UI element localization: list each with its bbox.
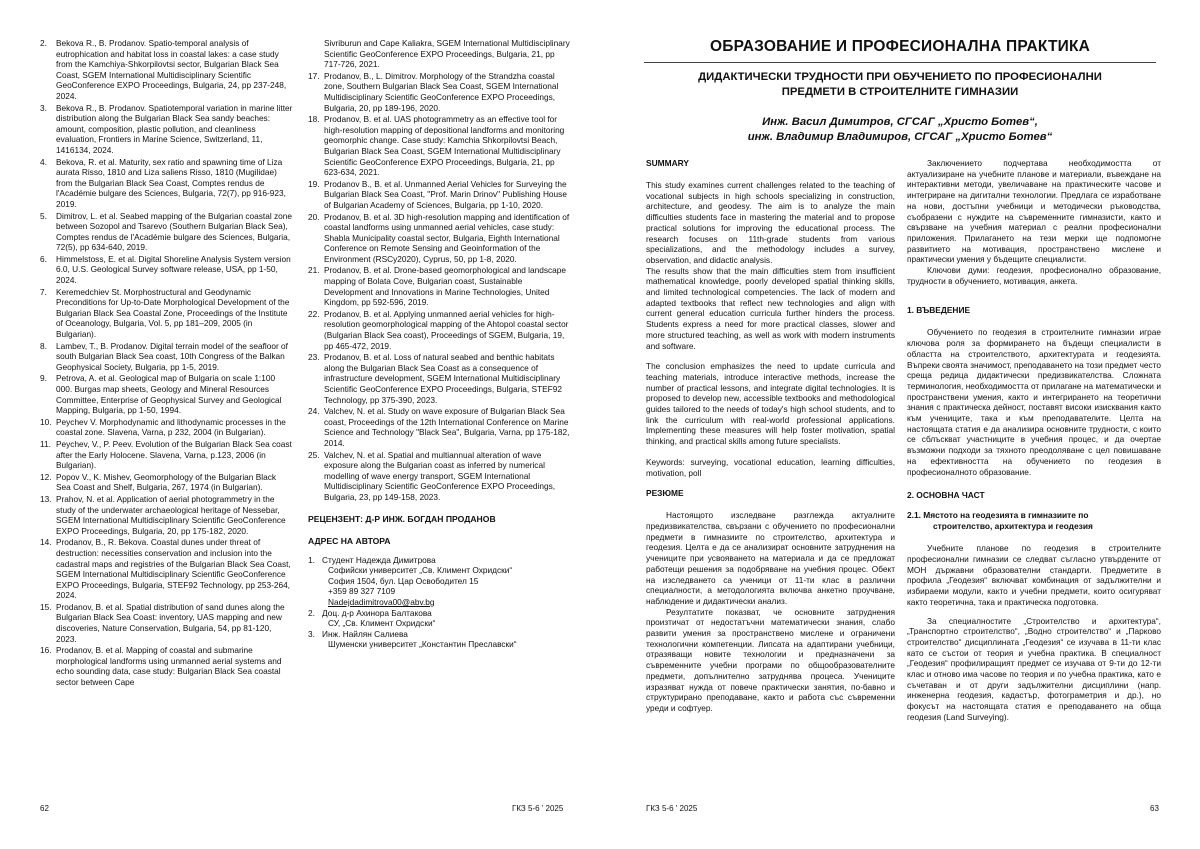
reference-number: 5. <box>40 210 47 221</box>
reference-number: 10. <box>40 416 52 427</box>
section-title-rule <box>644 62 1156 63</box>
keywords-bulgarian: Ключови думи: геодезия, професионално образование, трудности в обучението, мотивация, анкета. <box>907 265 1161 286</box>
reference-item <box>40 211 293 253</box>
reference-number: 11. <box>40 438 51 449</box>
reference-text: Prodanov, B. et al. Loss of natural seabed and benthic habitats along the Bulgarian Black Sea Coast as a consequence of infrastructure development, SGEM International Multidisciplinary Scientific GeoConference EXPO Proceedings, Bulgaria, STEF92 Technology, pp 375-390, 2023. <box>324 352 562 405</box>
article-title-line: ДИДАКТИЧЕСКИ ТРУДНОСТИ ПРИ ОБУЧЕНИЕТО ПО ПРОФЕСИОНАЛНИ <box>698 71 1102 83</box>
reference-number: 21. <box>308 265 320 276</box>
reference-text: Bekova R., B. Prodanov. Spatio-temporal analysis of eutrophication and habitat loss in coastal lakes: a case study from the Kamchiya-Shkorpilovtsi sector, Bulgarian Black Sea Coast, SGEM International Multidisciplinary Scientific GeoConference EXPO Proceedings, Bulgaria, 24, pp 237-248, 2024. <box>56 38 287 101</box>
reference-text: Himmelstoss, E. et al. Digital Shoreline Analysis System version 6.0, U.S. Geological Survey software release, USA, pp 1-50, 2024. <box>56 253 291 286</box>
author-line: Инж. Васил Димитров, СГСАГ „Христо Ботев“, <box>762 116 1038 128</box>
resume-paragraph: Резултатите показват, че основните затруднения произтичат от недостатъчни математически знания, слабо развити умения за пространствено мислене и ограничени технологични компетенции. Липсата на адаптирани учебници, отразяващи новите технологии и предназначени за съвременните учебни програми по общообразователните предмети, допълнително затруднява процеса. Учениците изразяват нужда от повече практически занятия, по-бавно и структурирано преподаване, както и работа със съвременни уреди и софтуер. <box>646 606 895 713</box>
reference-text: Prodanov, B. et al. Mapping of coastal and submarine morphological landforms using unmanned aerial systems and echo sounding data, case study: Bulgarian Black Sea coastal sector between Cape <box>56 645 282 688</box>
reference-number: 18. <box>308 114 320 125</box>
address-phone: +359 89 327 7109 <box>328 586 396 597</box>
reference-text: Peychev, V., P. Peev. Evolution of the Bulgarian Black Sea coast after the Early Holocene. Slavena, Varna, p.123, 2006 (in Bulgarian). <box>56 438 292 471</box>
reference-text: Lambev, T., B. Prodanov. Digital terrain model of the seafloor of south Bulgarian Black Sea coast, 10th Congress of the Balkan Geophysical Society, Bulgaria, pp 1-5, 2019. <box>56 340 288 372</box>
reference-item <box>40 373 293 415</box>
subsection-heading: 2.1. Мястото на геодезията в гимназиите по строителство, архитектура и геодезия <box>907 510 1093 532</box>
reference-text: Prodanov, B. et al. Applying unmanned aerial vehicles for high-resolution geomorphological mapping of the Ahtopol coastal sector (Bulgarian Black Sea coast), Proceedings of SGEM, Bulgaria, 19, pp 465-472, 2019. <box>324 308 569 351</box>
intro-heading: 1. ВЪВЕДЕНИЕ <box>907 305 971 316</box>
reference-number: 15. <box>40 601 52 612</box>
address-line: СУ, „Св. Климент Охридски“ <box>328 618 436 629</box>
reference-text: Prodanov B., B. et al. Unmanned Aerial Vehicles for Surveying the Bulgarian Black Sea Coast, "Prof. Marin Drinov" Publishing House of Bulgarian Academy of Sciences, Bulgaria, pp 1-10, 2020. <box>324 178 567 210</box>
reference-number: 22. <box>308 308 320 319</box>
reference-item <box>40 472 293 493</box>
reference-number: 3. <box>40 102 47 113</box>
reference-text: Bekova R., B. Prodanov. Spatiotemporal variation in marine litter distribution along the Bulgarian Black Sea sandy beaches: amount, composition, plastic pollution, and cleanliness evaluation, Frontiers in Marine Science, Switzerland, 11, 1416134, 2024. <box>56 102 293 155</box>
address-line: Софийски университет „Св. Климент Охридски“ <box>328 565 513 576</box>
reference-text: Dimitrov, L. et al. Seabed mapping of the Bulgarian coastal zone between Sozopol and Tsarevo (Southern Bulgarian Black Sea), Comptes rendus de l'Académie bulgare des Sciences, Bulgaria, 72(5), pp 634-640, 2019. <box>56 210 292 253</box>
main-paragraph: За специалностите „Строителство и архитектура“, „Транспортно строителство“, „Водно строителство“ и „Парково строителство“ дисциплината „Геодезия“ се изучава в 11-ти клас като се състои от теория и учебна практика. В специалност „Геодезия“ профилиращият предмет се изучава от 9-ти до 12-ти клас и отново има часове по теория и по учебна практика, като е съчетаван и от други задължителни дисциплини (напр. инженерна геодезия, кадастър, фотограметрия и др.), но фокусът на настоящата статия е преподаването на обща геодезия (Land Surveying). <box>907 615 1161 722</box>
reference-item <box>40 103 293 156</box>
reference-text: Valchev, N. et al. Spatial and multiannual alteration of wave exposure along the Bulgarian coast as inferred by numerical modelling of wave energy transport, SGEM International Multidisciplinary Scientific GeoConference EXPO Proceedings, Bulgaria, 23, pp 149-158, 2023. <box>324 449 556 502</box>
reference-number: 19. <box>308 178 320 189</box>
reference-item <box>40 602 293 644</box>
resume-paragraph: Настоящото изследване разглежда актуалните предизвикателства, свързани с обучението по професионални предмети в гимназиите по строителство, архитектура и геодезия. Целта е да се анализират основните затруднения на учениците при усвояването на материала и да се предложат работещи решения за подобряване на учебния процес. Обект на изследването са ученици от 11-ти клас в различни специалности, а методологията включва анкетно проучване, наблюдение и дидактически анализ. <box>646 510 895 606</box>
reference-number: 2. <box>40 38 47 48</box>
reference-item <box>40 287 293 340</box>
summary-heading: SUMMARY <box>646 158 689 168</box>
reference-number: 25. <box>308 449 320 460</box>
reference-number: 8. <box>40 340 47 351</box>
author-email-link[interactable]: Nadejdadimitrova00@abv.bg <box>328 596 435 607</box>
page-number-left: 62 <box>40 804 49 813</box>
reference-number: 13. <box>40 493 52 504</box>
intro-paragraph: Обучението по геодезия в строителните гимназии играе ключова роля за формирането на бъдещи специалисти в областта на строителството, архитектурата и геодезията. Въпреки своята значимост, преподаването на този предмет често среща редица дидактически предизвикателства. Сложната терминология, необходимостта от прилагане на математически и пространствени умения, както и интегрирането на теоретични знания с практическа дейност, поставят високи изисквания както към учениците, така и към преподавателите. Целта на настоящата статия е да анализира основните трудности, с които се сблъскват участниците в учебния процес, и да очертае възможни подходи за тяхното преодоляване с цел повишаване на ефективността на обучението по геодезия в професионалното образование. <box>907 327 1161 477</box>
reference-item <box>40 494 293 536</box>
reference-text: Prodanov, B. et al. Drone-based geomorphological and landscape mapping of Bolata Cove, Bulgarian coast, Sustainable Development and Innovations in Marine Technologies, United Kingdom, pp 592-596, 2019. <box>324 265 566 308</box>
address-item: 1. Студент Надежда Димитрова <box>308 554 436 565</box>
reference-continuation: Sivriburun and Cape Kaliakra, SGEM International Multidisciplinary Scientific GeoConference EXPO Proceedings, Bulgaria, 21, pp 717-726, 2021. <box>324 38 570 70</box>
reference-number: 16. <box>40 645 52 656</box>
reference-text: Keremedchiev St. Morphostructural and Geodynamic Preconditions for Up-to-Date Morphological Development of the Bulgarian Black Sea Coastal Zone, Proceedings of the Institute of Oceanology, Bulgaria, Vol. 5, pp 181–209, 2005 (in Bulgarian). <box>56 286 290 340</box>
reference-number: 24. <box>308 406 320 417</box>
reference-number: 17. <box>308 70 320 81</box>
journal-footer-right: ГКЗ 5-6 ' 2025 <box>646 804 698 813</box>
reference-number: 9. <box>40 373 47 384</box>
reference-item <box>40 157 293 210</box>
reviewer-line: РЕЦЕНЗЕНТ: Д-Р ИНЖ. БОГДАН ПРОДАНОВ <box>308 513 496 524</box>
reference-text: Prodanov, B. et al. Spatial distribution of sand dunes along the Bulgarian Black Sea Coast: inventory, UAS mapping and new discoveries, Nature Conservation, Bulgaria, 54, pp 81-120, 2023. <box>56 601 285 644</box>
reference-text: Bekova, R. et al. Maturity, sex ratio and spawning time of Liza aurata Risso, 1810 and Liza saliens Risso, 1810 (Mugilidae) from the Bulgarian Black Sea Coast, Comptes rendus de l'Académie bulgare des Sciences, Bulgaria, 72(7), pp 916-923, 2019. <box>56 156 286 209</box>
article-title <box>640 70 1160 100</box>
address-line: София 1504, бул. Цар Освободител 15 <box>328 575 479 586</box>
resume-heading: РЕЗЮМЕ <box>646 488 684 499</box>
reference-item <box>308 265 570 307</box>
conclusion-paragraph: Заключението подчертава необходимостта от актуализиране на учебните планове и материали, въвеждане на интерактивни методи, увеличаване на практическите часове и интегриране на дигитални технологии. Предлага се изработване на нови, достъпни учебници и методически ръководства, съобразени с нуждите на съвременните гимназисти, както и свързване на учебния материал с реални професионални приложения. Прилагането на тези мерки ще подпомогне развитието на мотивация, пространствено мислене и практически умения у бъдещите специалисти. <box>907 158 1161 265</box>
reference-text: Prodanov, B. et al. UAS photogrammetry as an effective tool for high-resolution mapping of depositional landforms and monitoring geomorphic change. Case study: Kamchia Shkorpilovtsi Beach, Bulgarian Black Sea Coast, SGEM International Multidisciplinary Scientific GeoConference EXPO Proceedings, Bulgaria, 21, pp 623-634, 2021. <box>324 114 565 178</box>
main-paragraph: Учебните планове по геодезия в строителните професионални гимназии се следват съгласно утвърдените от МОН държавни образователни стандарти. Предметите в профила „Геодезия“ включват комбинация от задължителни и избираеми модули, както и учебни предмети, които осигуряват както теоретична, така и практическа подготовка. <box>907 543 1161 607</box>
reference-text: Prahov, N. et al. Application of aerial photogrammetry in the study of the underwater archaeological heritage of Nessebar, SGEM International Multidisciplinary Scientific GeoConference EXPO Proceedings, Bulgaria, 20, pp 175-182, 2020. <box>56 493 286 536</box>
reference-text: Peychev V. Morphodynamic and lithodynamic processes in the coastal zone. Slavena, Varna, p 232, 2004 (in Bulgarian). <box>56 416 286 438</box>
reference-item <box>308 71 570 113</box>
reference-text: Petrova, A. et al. Geological map of Bulgaria on scale 1:100 000. Burgas map sheets, Geology and Mineral Resources Committee, Enterprise of Geophysical Survey and Geological Mapping, Bulgaria, pp 1-50, 1994. <box>56 373 282 416</box>
address-line: Шуменски университет „Константин Преславски“ <box>328 639 517 650</box>
reference-number: 12. <box>40 471 52 482</box>
reference-item <box>40 341 293 373</box>
summary-paragraph: The conclusion emphasizes the need to update curricula and teaching materials, introduce interactive methods, increase the number of practical lessons, and integrate digital technologies. It is proposed to develop new, accessible textbooks and methodological guides tailored to the needs of today's high school students, and to link the curriculum with real-world professional applications. Implementing these measures will help foster motivation, spatial thinking, and practical skills among future specialists. <box>646 361 895 447</box>
page-number-right: 63 <box>1150 804 1159 813</box>
address-item: 2. Доц. д-р Ахинора Балтакова <box>308 607 432 618</box>
summary-paragraph: The results show that the main difficulties stem from insufficient mathematical knowledge, poorly developed spatial thinking skills, and limited technological competencies. The lack of modern and adapted textbooks that reflect new technologies and align with current general education curricula further hinders the process. Students express a need for more practical classes, slower and more structured teaching, as well as work with modern instruments and software. <box>646 265 895 351</box>
section-title: ОБРАЗОВАНИЕ И ПРОФЕСИОНАЛНА ПРАКТИКА <box>709 38 1091 55</box>
article-column-1 <box>646 158 895 714</box>
reference-item <box>308 450 570 503</box>
summary-paragraph: This study examines current challenges related to the teaching of vocational subjects in high schools specializing in construction, architecture, and geodesy. The aim is to analyze the main difficulties students face in mastering the material and to propose practical solutions for improving the educational process. The research focuses on 11th-grade students from various specializations, and the methodology includes a survey, observation, and didactic analysis. <box>646 180 895 265</box>
reference-number: 7. <box>40 286 47 297</box>
reference-item <box>40 645 293 687</box>
article-authors <box>640 115 1160 145</box>
reference-item <box>308 179 570 211</box>
reference-number: 14. <box>40 537 52 548</box>
reference-text: Prodanov, B., L. Dimitrov. Morphology of the Strandzha coastal zone, Southern Bulgarian Black Sea Coast, SGEM International Multidisciplinary Scientific GeoConference EXPO Proceedings, Bulgaria, 20, pp 189-196, 2020. <box>324 70 559 113</box>
reference-item <box>40 439 293 471</box>
author-line: инж. Владимир Владимиров, СГСАГ „Христо Ботев“ <box>747 131 1053 143</box>
article-title-line: ПРЕДМЕТИ В СТРОИТЕЛНИТЕ ГИМНАЗИИ <box>781 86 1019 98</box>
reference-item <box>40 38 293 102</box>
author-address-block <box>308 555 570 650</box>
reference-item <box>40 254 293 286</box>
reference-text: Prodanov, B. et al. 3D high-resolution mapping and identification of coastal landforms using unmanned aerial vehicles, case study: Shabla Municipality coastal sector, Bulgaria, Eighth International Conference on Remote Sensing and Geoinformation of the Environment (RSCy2020), Cyprus, 50, pp 1-8, 2020. <box>324 211 570 264</box>
reference-text: Popov V., K. Mishev, Geomorphology of the Bulgarian Black Sea Coast and Shelf, Bulgaria, 267, 1974 (in Bulgarian). <box>56 471 276 493</box>
reference-number: 20. <box>308 211 320 222</box>
reference-item <box>308 309 570 351</box>
reference-item <box>40 417 293 438</box>
reference-item <box>308 114 570 178</box>
reference-item <box>308 406 570 448</box>
references-column-2 <box>308 38 570 650</box>
address-item: 3. Инж. Найлян Салиева <box>308 628 408 639</box>
reference-number: 4. <box>40 156 47 167</box>
references-column-1 <box>40 38 293 689</box>
reference-list-2 <box>308 71 570 503</box>
reference-item <box>308 212 570 265</box>
reference-item <box>308 352 570 405</box>
address-heading: АДРЕС НА АВТОРА <box>308 535 391 546</box>
reference-text: Prodanov, B., R. Bekova. Coastal dunes under threat of destruction: necessities conservation and inclusion into the cadastral maps and registries of the Bulgarian Black Sea Coast, SGEM International Multidisciplinary Scientific GeoConference EXPO Proceedings, Bulgaria, STEF92 Technology, pp 253-264, 2024. <box>56 537 291 601</box>
article-column-2 <box>907 158 1161 723</box>
keywords-english: Keywords: surveying, vocational education, learning difficulties, motivation, poll <box>646 456 895 478</box>
reference-text: Valchev, N. et al. Study on wave exposure of Bulgarian Black Sea coast, Proceedings of the 12th International Conference on Marine Science and Technology "Black Sea", Bulgaria, Varna, pp 175-182, 2014. <box>324 406 570 448</box>
reference-number: 6. <box>40 253 47 264</box>
reference-item <box>40 537 293 601</box>
journal-footer-left: ГКЗ 5-6 ' 2025 <box>512 804 564 813</box>
main-heading: 2. ОСНОВНА ЧАСТ <box>907 490 985 501</box>
reference-number: 23. <box>308 352 320 363</box>
